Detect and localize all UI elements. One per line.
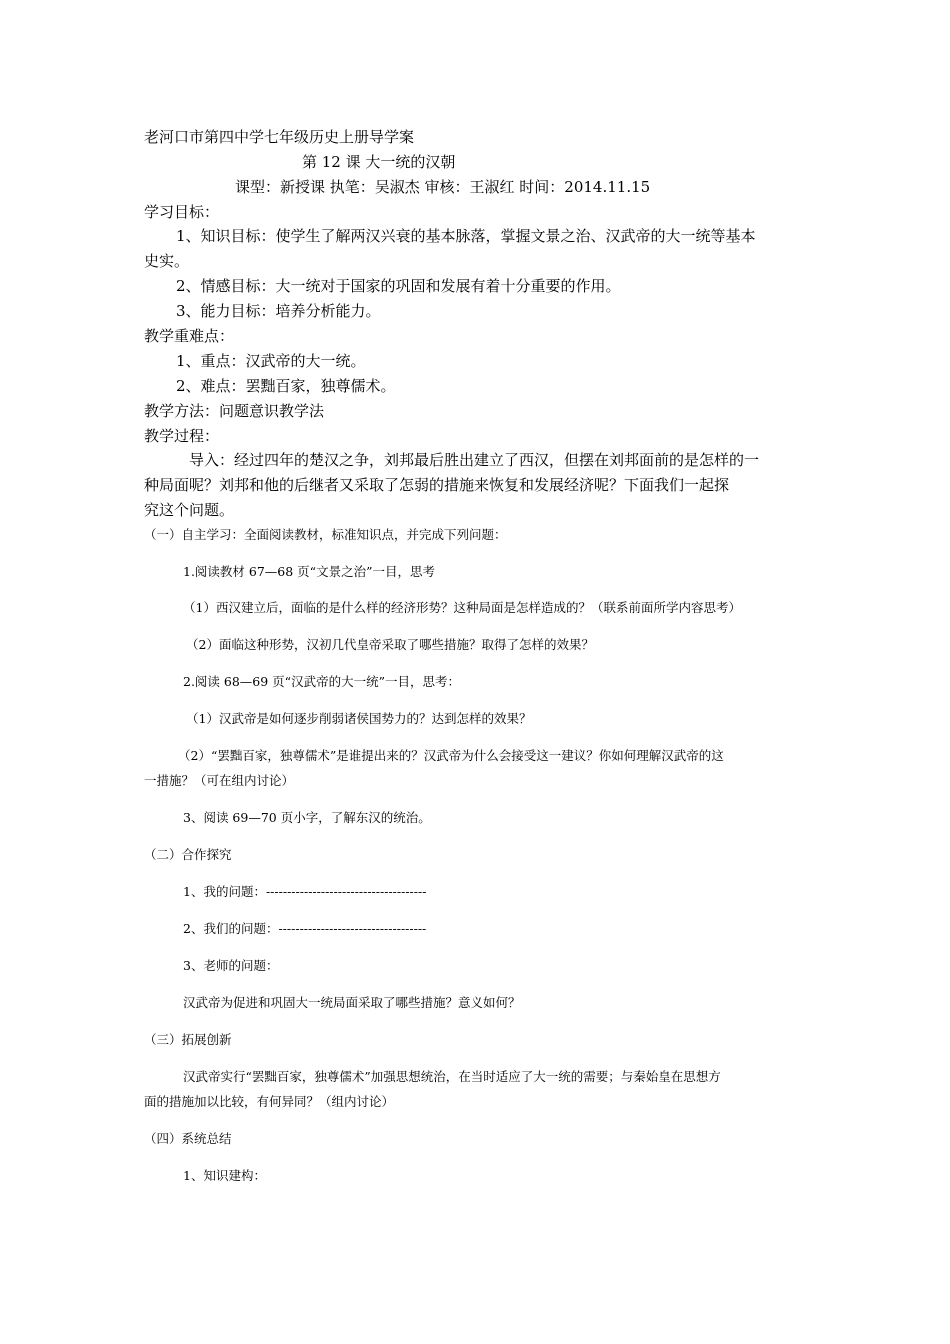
objectives-heading: 学习目标： [144, 203, 220, 221]
cooperation-teacher-question-label: 3、老师的问题： [183, 958, 279, 973]
self-study-question-3: （1）汉武帝是如何逐步削弱诸侯国势力的？达到怎样的效果？ [186, 711, 532, 726]
document-header: 老河口市第四中学七年级历史上册导学案 [144, 128, 415, 146]
section-self-study-heading: （一）自主学习：全面阅读教材，标准知识点，并完成下列问题： [144, 527, 507, 542]
process-heading: 教学过程： [144, 427, 220, 445]
intro-line-3: 究这个问题。 [144, 501, 235, 519]
objective-emotion: 2、情感目标：大一统对于国家的巩固和发展有着十分重要的作用。 [176, 277, 621, 295]
section-cooperation-heading: （二）合作探究 [144, 847, 232, 862]
intro-line-1: 导入：经过四年的楚汉之争，刘邦最后胜出建立了西汉，但摆在刘邦面前的是怎样的一 [189, 451, 760, 469]
lesson-title: 第 12 课 大一统的汉朝 [302, 153, 456, 171]
cooperation-our-question: 2、我们的问题：----------------------------------- [183, 921, 427, 936]
objective-knowledge-cont: 史实。 [144, 252, 190, 270]
self-study-question-4: （2）“罢黜百家，独尊儒术”是谁提出来的？汉武帝为什么会接受这一建议？你如何理解汉武帝的这 [178, 748, 724, 763]
summary-item-1: 1、知识建构： [183, 1168, 266, 1183]
key-point: 1、重点：汉武帝的大一统。 [176, 352, 366, 370]
section-extension-heading: （三）拓展创新 [144, 1032, 232, 1047]
teaching-method: 教学方法：问题意识教学法 [144, 402, 325, 420]
cooperation-teacher-question: 汉武帝为促进和巩固大一统局面采取了哪些措施？意义如何？ [183, 995, 521, 1010]
intro-line-2: 种局面呢？刘邦和他的后继者又采取了怎弱的措施来恢复和发展经济呢？下面我们一起探 [144, 476, 730, 494]
self-study-item-1: 1.阅读教材 67—68 页“文景之治”一目，思考 [183, 564, 435, 579]
extension-text-line-2: 面的措施加以比较，有何异同？（组内讨论） [144, 1094, 395, 1109]
self-study-question-1: （1）西汉建立后，面临的是什么样的经济形势？这种局面是怎样造成的？（联系前面所学内容思考） [183, 600, 741, 615]
section-summary-heading: （四）系统总结 [144, 1131, 232, 1146]
cooperation-my-question: 1、我的问题：-------------------------------------- [183, 884, 427, 899]
self-study-question-4-cont: 一措施？（可在组内讨论） [144, 773, 295, 788]
objective-ability: 3、能力目标：培养分析能力。 [176, 302, 381, 320]
self-study-item-2: 2.阅读 68—69 页“汉武帝的大一统”一目，思考： [183, 674, 460, 689]
self-study-question-2: （2）面临这种形势，汉初几代皇帝采取了哪些措施？取得了怎样的效果？ [186, 637, 594, 652]
objective-knowledge: 1、知识目标：使学生了解两汉兴衰的基本脉落，掌握文景之治、汉武帝的大一统等基本 [176, 227, 756, 245]
key-points-heading: 教学重难点： [144, 327, 235, 345]
extension-text-line-1: 汉武帝实行“罢黜百家，独尊儒术”加强思想统治，在当时适应了大一统的需要；与秦始皇在思想方 [183, 1069, 721, 1084]
difficult-point: 2、难点：罢黜百家，独尊儒术。 [176, 377, 396, 395]
lesson-meta: 课型：新授课 执笔：吴淑杰 审核：王淑红 时间：2014.11.15 [235, 178, 651, 196]
self-study-item-3: 3、阅读 69—70 页小字，了解东汉的统治。 [183, 810, 431, 825]
